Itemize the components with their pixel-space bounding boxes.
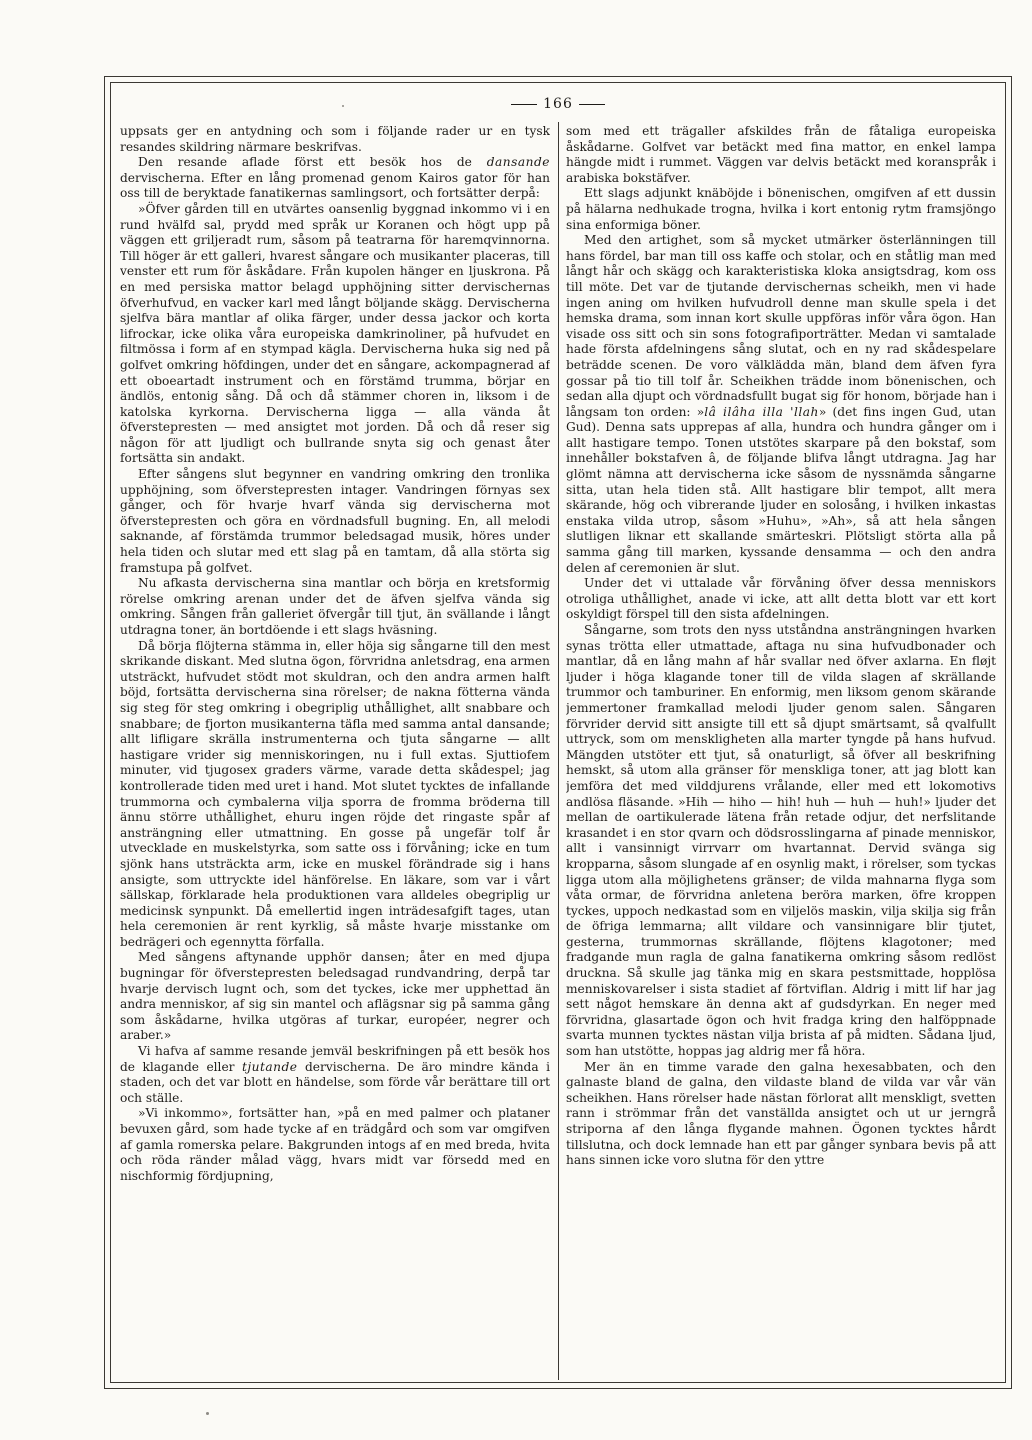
- paragraph: [120, 467, 550, 576]
- column-divider: [558, 122, 559, 1380]
- paragraph-text: Under det vi uttalade vår förvåning öfver dessa menniskors otroliga uthållighet, anade vi icke, att allt detta blott var ett kort oskyldigt förspel till den sista afdelningen.: [566, 576, 996, 622]
- paragraph-text: som med ett trägaller afskildes från de fåtaliga europeiska åskådarne. Golfvet var betäckt med fina mattor, en enkel lampa hängde midt i rummet. Väggen var delvis betäckt med koranspråk i arabiska bokstäfver.: [566, 124, 996, 185]
- emphasized-word: tjutande: [241, 1059, 298, 1074]
- paragraph: [120, 950, 550, 1044]
- dash-left: [511, 104, 537, 105]
- paragraph-text: dervischerna. Efter en lång promenad genom Kairos gator för han oss till de beryktade fanatikernas samlingsort, och fortsätter derpå:: [120, 170, 550, 201]
- paragraph: [566, 1060, 996, 1169]
- print-speck-bottom: [206, 1412, 209, 1415]
- paragraph: [566, 233, 996, 576]
- paragraph-text: Sångarne, som trots den nyss utståndna ansträngningen hvarken synas trötta eller utmattade, aftaga nu sina hufvudbonader och mantlar, då en lång mahn af hår svallar ned öfver axlarna. En fløjt ljuder i höga klagande toner till de vilda slagen af skrällande trummor och tamburiner. En enformig, men liksom genom skärande jemmertoner framkallad melodi ljuder genom salen. Sångaren förvrider dervid sitt ansigte till ett så djupt smärtsamt, så qvalfullt uttryck, som om menskligheten alla marter tyngde på hans hufvud. Mängden utstöter ett tjut, så onaturligt, så öfver all beskrifning hemskt, så utom alla gränser för menskliga toner, att jag blott kan jemföra det med vilddjurens vrålande, eller med ett lokomotivs andlösa fläsande. »Hih — hiho — hih! huh — huh — huh!» ljuder det mellan de oartikulerade lätena från retade odjur, det nerfslitande krasandet i en stor qvarn och dödsrosslingarna af pinade menniskor, allt i vansinnigt virrvarr om hvartannat. Dervid svänga sig kropparna, såsom slungade af en osynlig makt, i rörelser, som tyckas ligga utom alla möjlighetens gränser; de vilda mahnarna flyga som våta ormar, de förvridna anletena beröra marken, öfre kroppen tyckes, uppoch nedkastad som en viljelös maskin, vilja skilja sig från de öfriga lemmarna; allt vildare och vansinnigare blir tjutet, gesterna, trummornas skrällande, flöjtens klagotoner; med fradgande mun ragla de galna fanatikerna omkring såsom redlöst druckna. Så skulle jag tänka mig en skara pestsmittade, hopplösa menniskovarelser i sista stadiet af förtviflan. Aldrig i mitt lif har jag sett något hemskare än denna akt af gudsdyrkan. En neger med förvridna, glasartade ögon och hvit fradga kring den halföppnade svarta munnen tycktes nästan vilja brista af på midten. Sådana ljud, som han utstötte, hoppas jag aldrig mer få höra.: [566, 623, 996, 1059]
- paragraph: [566, 124, 996, 186]
- paragraph: [566, 623, 996, 1060]
- paragraph-text: Ett slags adjunkt knäböjde i bönenischen, omgifven af ett dussin på hälarna nedhukade trogna, hvilka i kort entonig rytm framsjöngo sina enformiga böner.: [566, 186, 996, 232]
- paragraph: [566, 576, 996, 623]
- dash-right: [579, 104, 605, 105]
- paragraph: [120, 576, 550, 638]
- paragraph-text: dervischerna. De äro mindre kända i staden, och det var blott en händelse, som förde vår berättare till ort och ställe.: [120, 1059, 550, 1105]
- paragraph-text: Vi hafva af samme resande jemväl beskrifningen på ett besök hos de klagande eller: [120, 1044, 550, 1074]
- paragraph: [120, 202, 550, 467]
- paragraph-text: Mer än en timme varade den galna hexesabbaten, och den galnaste bland de galna, den vildaste bland de vilda var vår vän scheikhen. Hans rörelser hade nästan förlorat allt menskligt, svetten rann i strömmar från det vanställda ansigtet och ut ur jerngrå striporna af den långa flygande mahnen. Ögonen tycktes hårdt tillslutna, och dock lemnade han ett par gånger synbara bevis på att hans sinnen icke voro slutna för den yttre: [566, 1059, 996, 1168]
- paragraph: [566, 186, 996, 233]
- emphasized-word: dansande: [486, 155, 550, 170]
- paragraph: [120, 1044, 550, 1106]
- left-column: [120, 124, 550, 1376]
- print-speck: [342, 105, 344, 107]
- paragraph-text: »Vi inkommo», fortsätter han, »på en med palmer och plataner bevuxen gård, som hade tycke af en trädgård och som var omgifven af gamla romerska pelare. Bakgrunden intogs af en med breda, hvita och röda ränder målad vägg, hvars midt var försedd med en nischformig fördjupning,: [120, 1106, 550, 1183]
- page-number: [500, 96, 616, 112]
- paragraph: [120, 1106, 550, 1184]
- paragraph-text: »Öfver gården till en utvärtes oansenlig byggnad inkommo vi i en rund hvälfd sal, prydd med språk ur Koranen och högt upp på väggen ett griljeradt rum, såsom på teatrarna för haremqvinnorna. Till höger är ett galleri, hvarest sångare och musikanter placeras, till venster ett rum för åskådare. Från kupolen hänger en ljuskrona. På en med persiska mattor belagd upphöjning sitter dervischernas öfverhufvud, en vacker karl med långt böljande skägg. Dervischerna sjelfva bära mantlar af olika färger, under dessa jackor och korta lifrockar, icke olika våra europeiska damkrinoliner, på hufvudet en filtmössa i form af en stympad kägla. Dervischerna huka sig ned på golfvet omkring höfdingen, under det en sångare, ackompagnerad af ett oboeartadt instrument och en förstämd trumma, börjar en ändlös, entonig sång. Då och då stämmer choren in, liksom i de katolska kyrkorna. Dervischerna ligga — alla vända åt öfverstepresten — med ansigtet mot jorden. Då och då reser sig någon för att ljudligt och bullrande snyta sig och genast åter fortsätta sin andakt.: [120, 201, 550, 466]
- paragraph-text: Efter sångens slut begynner en vandring omkring den tronlika upphöjning, som öfverstepresten intager. Vandringen förnyas sex gånger, och för hvarje hvarf vända sig dervischerna mot öfverstepresten och göra en vördnadsfull bugning. En, all melodi saknande, af förstämda trummor beledsagad musik, höres under hela tiden och slutar med ett slag på en tamtam, då alla störta sig framstupa på golfvet.: [120, 467, 550, 575]
- paragraph: [120, 155, 550, 202]
- paragraph-text: Med den artighet, som så mycket utmärker österlänningen till hans fördel, bar man till oss kaffe och stolar, och en ståtlig man med långt hår och skägg och karakteristiska kloka ansigtsdrag, kom oss till möte. Det var de tjutande dervischernas scheikh, men vi hade ingen aning om hvilken hufvudroll denne man skulle spela i det hemska drama, som innan kort skulle uppföras inför våra ögon. Han visade oss sitt och sin sons fotografiporträtter. Medan vi samtalade hade första afdelningens sång slutat, och en ny rad skådespelare beträdde scenen. De voro välklädda män, bland dem äfven fyra gossar på tio till tolf år. Scheikhen trädde inom bönenischen, och sedan alla djupt och vördnadsfullt bugat sig för honom, började han i långsam ton orden: »: [566, 233, 996, 419]
- paragraph-text: Nu afkasta dervischerna sina mantlar och börja en kretsformig rörelse omkring arenan under det de äfven sjelfva vända sig omkring. Sången från galleriet öfvergår till tjut, än svällande i långt utdragna toner, än bortdöende i ett slags hväsning.: [120, 576, 550, 637]
- paragraph: [120, 639, 550, 951]
- paragraph: [120, 124, 550, 155]
- paragraph-text: uppsats ger en antydning och som i följande rader ur en tysk resandes skildring närmare beskrifvas.: [120, 124, 550, 154]
- right-column: [566, 124, 996, 1376]
- page-number-text: 166: [543, 96, 573, 112]
- paragraph-text: » (det fins ingen Gud, utan Gud). Denna sats upprepas af alla, hundra och hundra gånger om i allt hastigare tempo. Tonen utstötes skarpare på den bokstaf, som innehåller bokstafven â, de följande blifva långt utdragna. Jag har glömt nämna att dervischerna icke såsom de nyssnämda sångarne sitta, utan hela tiden stå. Allt hastigare blir tempot, allt mera skärande, hög och vibrerande ljuder en solosång, i hvilken inkastas enstaka vilda utrop, såsom »Huhu», »Ah», så att hela sången slutligen liknar ett skallande smärteskri. Plötsligt störta alla på samma gång till marken, kyssande densamma — och den andra delen af ceremonien är slut.: [566, 404, 996, 575]
- emphasized-word: lâ ilâha illa 'llah: [704, 404, 819, 419]
- paragraph-text: Med sångens aftynande upphör dansen; åter en med djupa bugningar för öfverstepresten beledsagad rundvandring, derpå tar hvarje dervisch lugnt och, som det tyckes, icke mer upphettad än andra menniskor, af sig sin mantel och aflägsnar sig på samma gång som åskådarne, hvilka utgöras af turkar, européer, negrer och araber.»: [120, 950, 550, 1043]
- paragraph-text: Den resande aflade först ett besök hos de: [138, 155, 487, 170]
- paragraph-text: Då börja flöjterna stämma in, eller höja sig sångarne till den mest skrikande diskant. Med slutna ögon, förvridna anletsdrag, ena armen utsträckt, hufvudet stödt mot skuldran, och den andra armen halft böjd, fortsätta dervischerna sina rörelser; de nakna fötterna vända sig steg för steg omkring i obegriplig uthållighet, allt snabbare och snabbare; de fjorton musikanterna täfla med samma antal dansande; allt lifligare skrälla instrumenterna och tjuta sångarne — allt hastigare vrider sig menniskoringen, nu i full extas. Sjuttiofem minuter, vid tjugosex graders värme, varade detta skådespel; jag kontrollerade tiden med uret i hand. Mot slutet tycktes de infallande trummorna och cymbalerna vilja sporra de fromma bröderna till ännu större uthållighet, ehuru ingen röjde det ringaste spår af ansträngning eller utmattning. En gosse på ungefär tolf år utvecklade en muskelstyrka, som satte oss i förvåning; icke en tum sjönk hans utsträckta arm, icke en muskel förändrade sig i hans ansigte, som uttryckte idel hänförelse. En läkare, som var i vårt sällskap, förklarade hela produktionen vara alldeles obegriplig ur medicinsk synpunkt. Då emellertid ingen inträdesafgift tages, utan hela ceremonien är rent kyrklig, så måste hvarje misstanke om bedrägeri och egennytta förfalla.: [120, 638, 550, 949]
